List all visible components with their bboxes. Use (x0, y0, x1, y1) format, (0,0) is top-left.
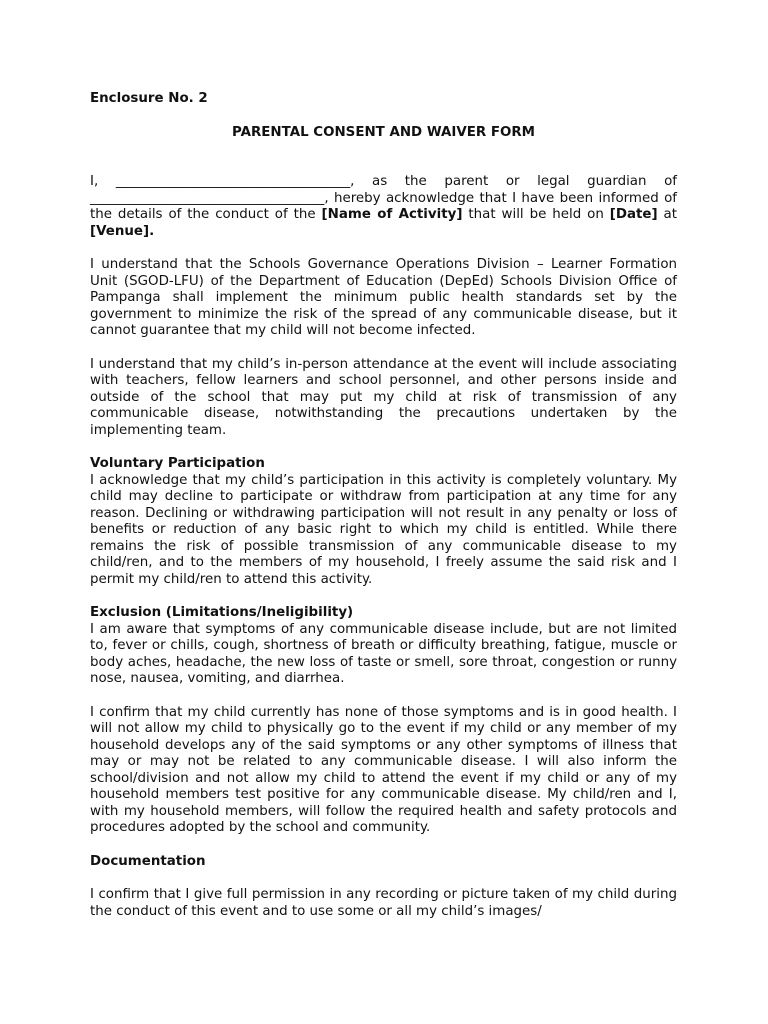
voluntary-paragraph: I acknowledge that my child’s participation in this activity is completely voluntary. My child may decline to participate or withdraw from participation at any time for any reason. Declining or withdrawing participation will not result in any penalty or loss of benefits or reduction of any basic right to which my child is entitled. While there remains the risk of possible transmission of any communicable disease to my child/ren, and to the members of my household, I freely assume the said risk and I permit my child/ren to attend this activity. (90, 472, 677, 587)
attendance-paragraph: I understand that my child’s in-person attendance at the event will include associating with teachers, fellow learners and school personnel, and other persons inside and outside of the school that may put my child at risk of transmission of any communicable disease, notwithstanding the precautions undertaken by the implementing team. (90, 356, 677, 438)
intro-acknowledge: hereby acknowledge that I have been informed of the details of the conduct of the (90, 190, 677, 222)
venue-placeholder: [Venue]. (90, 223, 155, 239)
child-name-blank: ___________________________________, (90, 190, 329, 206)
intro-paragraph (90, 174, 677, 240)
confirm-health-paragraph: I confirm that my child currently has none of those symptoms and is in good health. I will not allow my child to physically go to the event if my child or any member of my household develops any of the said symptoms or any other symptoms of illness that may or may not be related to any communicable disease. I will also inform the school/division and not allow my child to attend the event if my child or any of my household members test positive for any communicable disease. My child/ren and I, with my household members, will follow the required health and safety protocols and procedures adopted by the school and community. (90, 704, 677, 835)
documentation-heading: Documentation (90, 853, 206, 869)
exclusion-heading: Exclusion (Limitations/Ineligibility) (90, 605, 354, 620)
activity-placeholder: [Name of Activity] (321, 207, 463, 222)
voluntary-heading: Voluntary Participation (90, 456, 265, 471)
enclosure-label: Enclosure No. 2 (90, 91, 208, 106)
parent-name-blank: ___________________________________, (115, 174, 355, 189)
page-title: PARENTAL CONSENT AND WAIVER FORM (232, 124, 535, 140)
intro-at: at (657, 207, 678, 222)
sgod-paragraph: I understand that the Schools Governance Operations Division – Learner Formation Unit (SGOD-LFU) of the Department of Education (DepEd) Schools Division Office of Pampanga shall implement the minimum public health standards set by the government to minimize the risk of the spread of any communicable disease, but it cannot guarantee that my child will not become infected. (90, 257, 677, 338)
intro-as-parent: as the parent or legal guardian of (354, 174, 677, 189)
date-placeholder: [Date] (609, 207, 658, 222)
document-page (90, 91, 677, 920)
exclusion-paragraph: I am aware that symptoms of any communicable disease include, but are not limited to, fever or chills, cough, shortness of breath or difficulty breathing, fatigue, muscle or body aches, headache, the new loss of taste or smell, sore throat, congestion or runny nose, nausea, vomiting, and diarrhea. (90, 621, 677, 686)
documentation-paragraph: I confirm that I give full permission in any recording or picture taken of my child during the conduct of this event and to use some or all my child’s images/ (90, 887, 677, 919)
intro-held-on: that will be held on (462, 207, 610, 222)
intro-i: I, (90, 174, 99, 189)
